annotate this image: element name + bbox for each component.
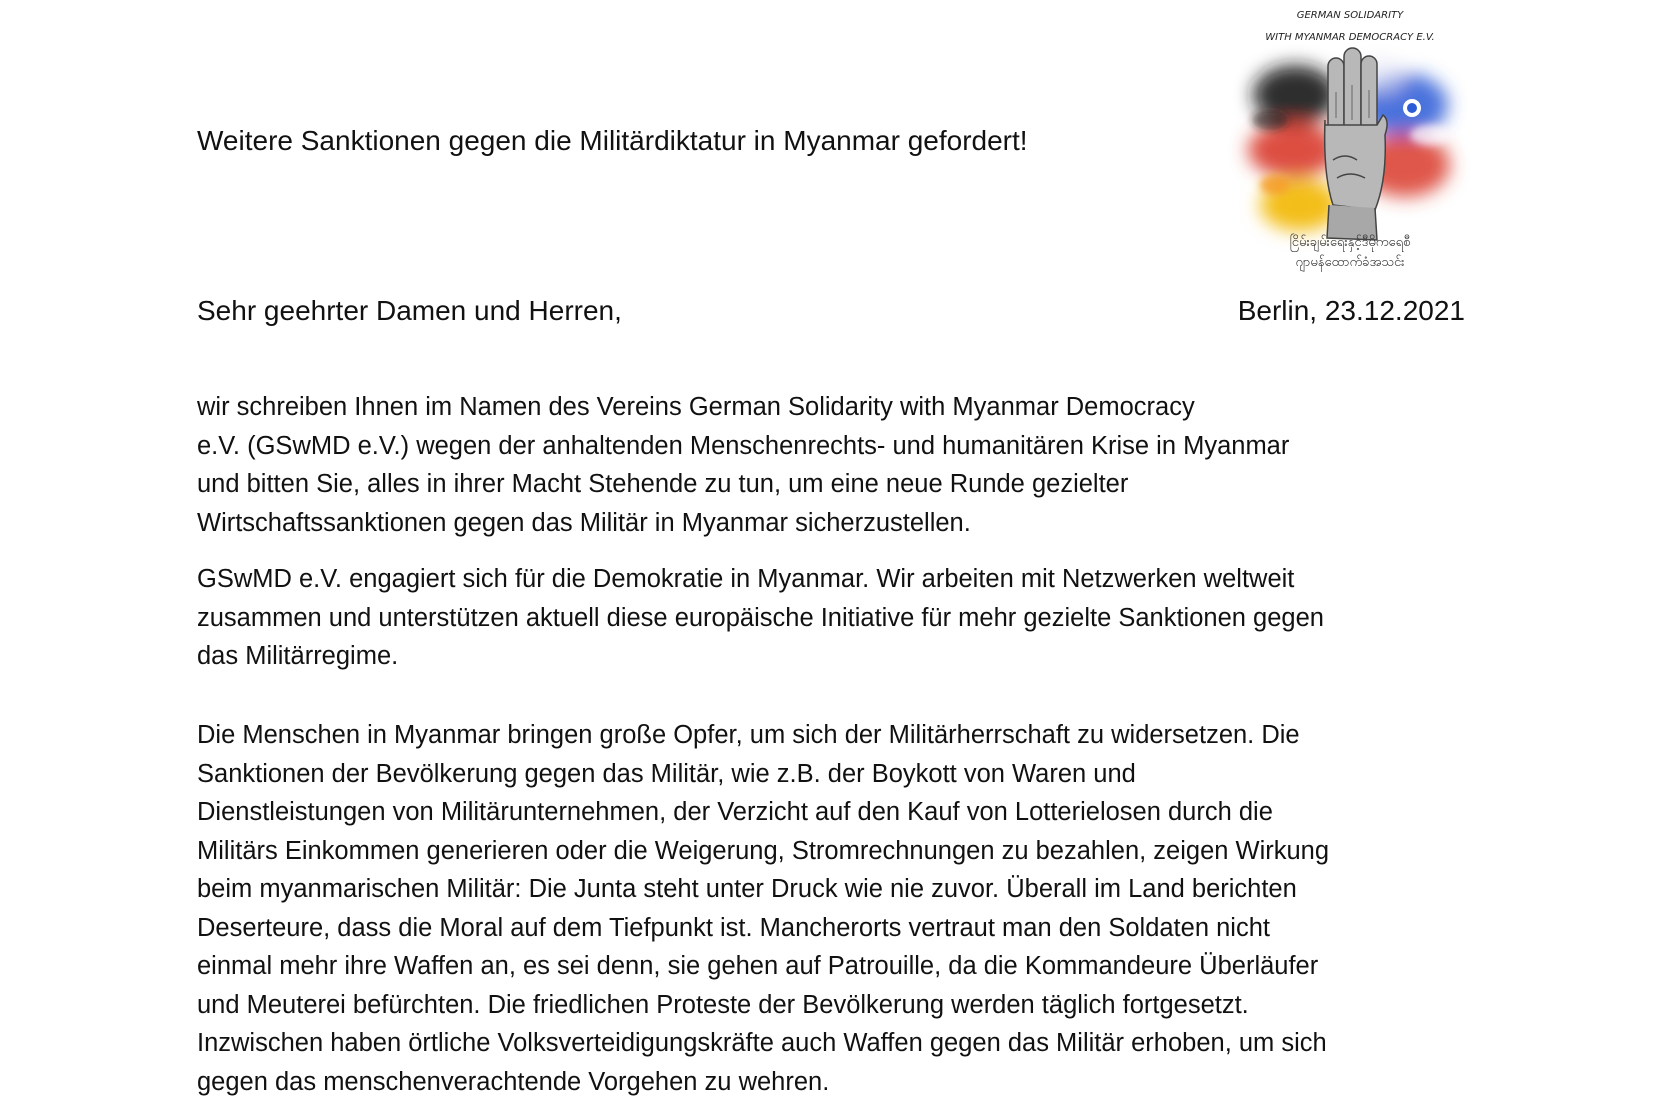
star-icon <box>1403 99 1421 117</box>
salutation: Sehr geehrter Damen und Herren, <box>197 295 622 326</box>
paragraph-line: GSwMD e.V. engagiert sich für die Demokratie in Myanmar. Wir arbeiten mit Netzwerken weltweit <box>197 565 1295 593</box>
three-finger-salute-icon <box>1325 48 1387 240</box>
paragraph-line: Die Menschen in Myanmar bringen große Opfer, um sich der Militärherrschaft zu widersetzen. Die <box>197 721 1300 749</box>
paragraph-line: Militärs Einkommen generieren oder die Weigerung, Stromrechnungen zu bezahlen, zeigen Wirkung <box>197 836 1330 865</box>
logo-text-bottom-1: ငြိမ်းချမ်းရေးနှင့်ဒီမိုကရေစီ <box>1289 235 1411 250</box>
paragraph-line: und bitten Sie, alles in ihrer Macht Stehende zu tun, um eine neue Runde gezielter <box>197 470 1129 498</box>
paragraph-line: wir schreiben Ihnen im Namen des Vereins German Solidarity with Myanmar Democracy <box>197 393 1195 421</box>
paragraph-3 <box>197 716 1497 1101</box>
paragraph-line: Dienstleistungen von Militärunternehmen, der Verzicht auf den Kauf von Lotterielosen durch die <box>197 798 1273 826</box>
paragraph-line: Sanktionen der Bevölkerung gegen das Militär, wie z.B. der Boykott von Waren und <box>197 759 1136 788</box>
paragraph-line: das Militärregime. <box>197 642 399 670</box>
logo-text-top-2: WITH MYANMAR DEMOCRACY E.V. <box>1265 32 1435 43</box>
logo-graphic <box>1225 0 1475 285</box>
paragraph-line: Wirtschaftssanktionen gegen das Militär in Myanmar sicherzustellen. <box>197 508 971 537</box>
logo-text-bottom-2: ဂျာမန်ထောက်ခံအသင်း <box>1295 255 1405 270</box>
paragraph-line: zusammen und unterstützen aktuell diese europäische Initiative für mehr gezielte Sanktionen gegen <box>197 603 1324 632</box>
paragraph-line: e.V. (GSwMD e.V.) wegen der anhaltenden Menschenrechts- und humanitären Krise in Myanmar <box>197 431 1290 460</box>
paragraph-line: und Meuterei befürchten. Die friedlichen Proteste der Bevölkerung werden täglich fortgesetzt. <box>197 990 1249 1019</box>
letter-title: Weitere Sanktionen gegen die Militärdiktatur in Myanmar gefordert! <box>197 125 1028 156</box>
paragraph-line: Inzwischen haben örtliche Volksverteidigungskräfte auch Waffen gegen das Militär erhoben, um sich <box>197 1029 1327 1057</box>
paragraph-line: beim myanmarischen Militär: Die Junta steht unter Druck wie nie zuvor. Überall im Land berichten <box>197 875 1297 903</box>
paragraph-line: einmal mehr ihre Waffen an, es sei denn, sie gehen auf Patrouille, da die Kommandeure Überläufer <box>197 952 1319 980</box>
paragraph-line: Deserteure, dass die Moral auf dem Tiefpunkt ist. Mancherorts vertraut man den Soldaten nicht <box>197 913 1270 942</box>
paragraph-2 <box>197 560 1497 676</box>
logo-text-top-1: GERMAN SOLIDARITY <box>1296 10 1404 21</box>
gswmd-logo <box>1225 0 1475 285</box>
letter-date: Berlin, 23.12.2021 <box>1237 295 1465 326</box>
paragraph-1 <box>197 388 1497 542</box>
paragraph-line: gegen das menschenverachtende Vorgehen zu wehren. <box>197 1067 830 1096</box>
